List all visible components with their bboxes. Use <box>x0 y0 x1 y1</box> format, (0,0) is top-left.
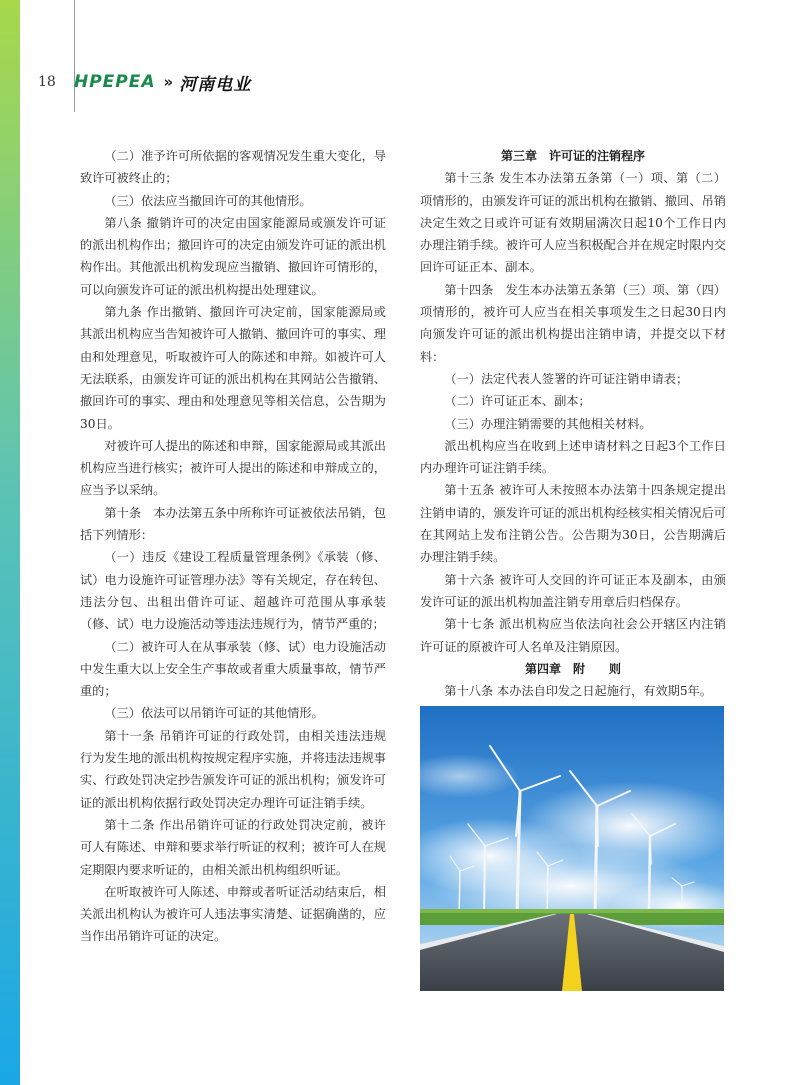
paragraph: （三）依法可以吊销许可证的其他情形。 <box>104 706 324 721</box>
paragraph: 第十一条 吊销许可证的行政处罚，由相关违法违规行为发生地的派出机构按规定程序实施，并将违法违规事实、行政处罚决定抄告颁发许可证的派出机构；颁发许可证的派出机构依据行政处罚决定办理许可证注销手续。 <box>80 728 386 810</box>
paragraph: 第九条 作出撤销、撤回许可决定前，国家能源局或其派出机构应当告知被许可人撤销、撤回许可的事实、理由和处理意见，听取被许可人的陈述和申辩。如被许可人无法联系，由颁发许可证的派出机构在其网站公告撤销、撤回许可的事实、理由和处理意见等相关信息，公告期为30日。 <box>80 305 386 431</box>
paragraph: 第十三条 发生本办法第五条第（一）项、第（二）项情形的，由颁发许可证的派出机构在撤销、撤回、吊销决定生效之日或许可证有效期届满次日起10个工作日内办理注销手续。被许可人应当积极配合并在规定时限内交回许可证正本、副本。 <box>420 171 726 275</box>
right-column <box>420 145 726 702</box>
paragraph: （三）依法应当撤回许可的其他情形。 <box>104 193 312 208</box>
magazine-logo-chinese: 河南电业 <box>179 74 252 95</box>
header-divider <box>74 0 75 112</box>
paragraph: 第十二条 作出吊销许可证的行政处罚决定前，被许可人有陈述、申辩和要求举行听证的权利；被许可人在规定期限内要求听证的，由相关派出机构组织听证。 <box>80 817 386 877</box>
paragraph: 在听取被许可人陈述、申辩或者听证活动结束后，相关派出机构认为被许可人违法事实清楚、证据确凿的，应当作出吊销许可证的决定。 <box>80 884 386 944</box>
chapter-title: 第四章 附 则 <box>524 661 621 676</box>
paragraph: （二）被许可人在从事承装（修、试）电力设施活动中发生重大以上安全生产事故或者重大质量事故，情节严重的； <box>80 639 386 699</box>
paragraph: 对被许可人提出的陈述和申辩，国家能源局或其派出机构应当进行核实；被许可人提出的陈述和申辩成立的，应当予以采纳。 <box>80 438 386 498</box>
paragraph: （一）法定代表人签署的许可证注销申请表； <box>444 371 689 386</box>
paragraph: （一）违反《建设工程质量管理条例》《承装（修、试）电力设施许可证管理办法》等有关规定，存在转包、违法分包、出租出借许可证、超越许可范围从事承装（修、试）电力设施活动等违法违规行为，情节严重的； <box>80 550 386 632</box>
paragraph: 第十八条 本办法自印发之日起施行，有效期5年。 <box>444 684 712 699</box>
paragraph: （三）办理注销需要的其他相关材料。 <box>444 416 652 431</box>
paragraph: 第十条 本办法第五条中所称许可证被依法吊销，包括下列情形： <box>80 505 386 543</box>
page-header <box>38 70 251 94</box>
paragraph: 派出机构应当在收到上述申请材料之日起3个工作日内办理许可证注销手续。 <box>420 438 726 476</box>
paragraph: 第十六条 被许可人交回的许可证正本及副本，由颁发许可证的派出机构加盖注销专用章后归档保存。 <box>420 572 726 609</box>
page-number: 18 <box>38 74 56 90</box>
left-column <box>80 145 386 948</box>
magazine-logo-latin: HPEPEA <box>74 72 156 92</box>
paragraph: （二）许可证正本、副本； <box>444 394 591 409</box>
wind-turbine-road-photo <box>420 706 724 991</box>
side-color-bar <box>0 0 20 1085</box>
paragraph: 第十五条 被许可人未按照本办法第十四条规定提出注销申请的，颁发许可证的派出机构经核实相关情况后可在其网站上发布注销公告。公告期为30日，公告期满后办理注销手续。 <box>420 483 726 565</box>
paragraph: 第十七条 派出机构应当依法向社会公开辖区内注销许可证的原被许可人名单及注销原因。 <box>420 617 726 654</box>
logo-separator: » <box>163 73 174 91</box>
paragraph: （二）准予许可所依据的客观情况发生重大变化，导致许可被终止的； <box>80 149 386 186</box>
paragraph: 第十四条 发生本办法第五条第（三）项、第（四）项情形的，被许可人应当在相关事项发生之日起30日内向颁发许可证的派出机构提出注销申请，并提交以下材料： <box>420 282 726 364</box>
paragraph: 第八条 撤销许可的决定由国家能源局或颁发许可证的派出机构作出；撤回许可的决定由颁发许可证的派出机构作出。其他派出机构发现应当撤销、撤回许可情形的，可以向颁发许可证的派出机构提出处理建议。 <box>80 215 386 297</box>
chapter-title: 第三章 许可证的注销程序 <box>500 149 645 163</box>
